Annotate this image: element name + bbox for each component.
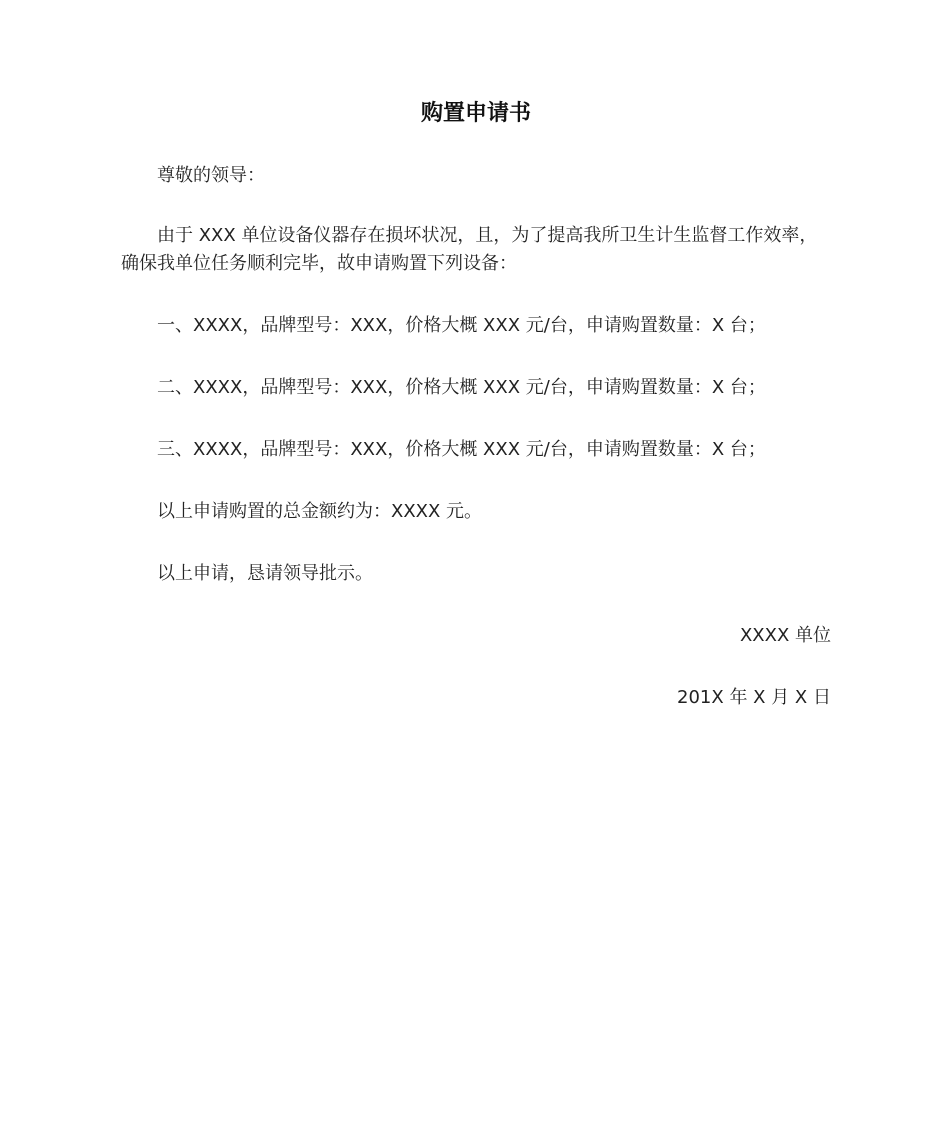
item-1: 一、XXXX，品牌型号：XXX，价格大概 XXX 元/台，申请购置数量：X 台； <box>157 315 766 336</box>
intro-paragraph <box>121 222 831 278</box>
document-title: 购置申请书 <box>420 101 531 126</box>
signature-unit: XXXX 单位 <box>739 625 831 646</box>
document-page <box>121 96 831 746</box>
intro-line-2: 确保我单位任务顺利完毕，故申请购置下列设备： <box>121 253 517 274</box>
closing-request: 以上申请，恳请领导批示。 <box>157 563 373 584</box>
greeting: 尊敬的领导： <box>157 165 265 186</box>
item-2: 二、XXXX，品牌型号：XXX，价格大概 XXX 元/台，申请购置数量：X 台； <box>157 377 766 398</box>
item-3: 三、XXXX，品牌型号：XXX，价格大概 XXX 元/台，申请购置数量：X 台； <box>157 439 766 460</box>
signature-date: 201X 年 X 月 X 日 <box>677 687 831 708</box>
total-amount: 以上申请购置的总金额约为：XXXX 元。 <box>157 501 483 522</box>
intro-line-1: 由于 XXX 单位设备仪器存在损坏状况，且，为了提高我所卫生计生监督工作效率， <box>157 225 818 246</box>
